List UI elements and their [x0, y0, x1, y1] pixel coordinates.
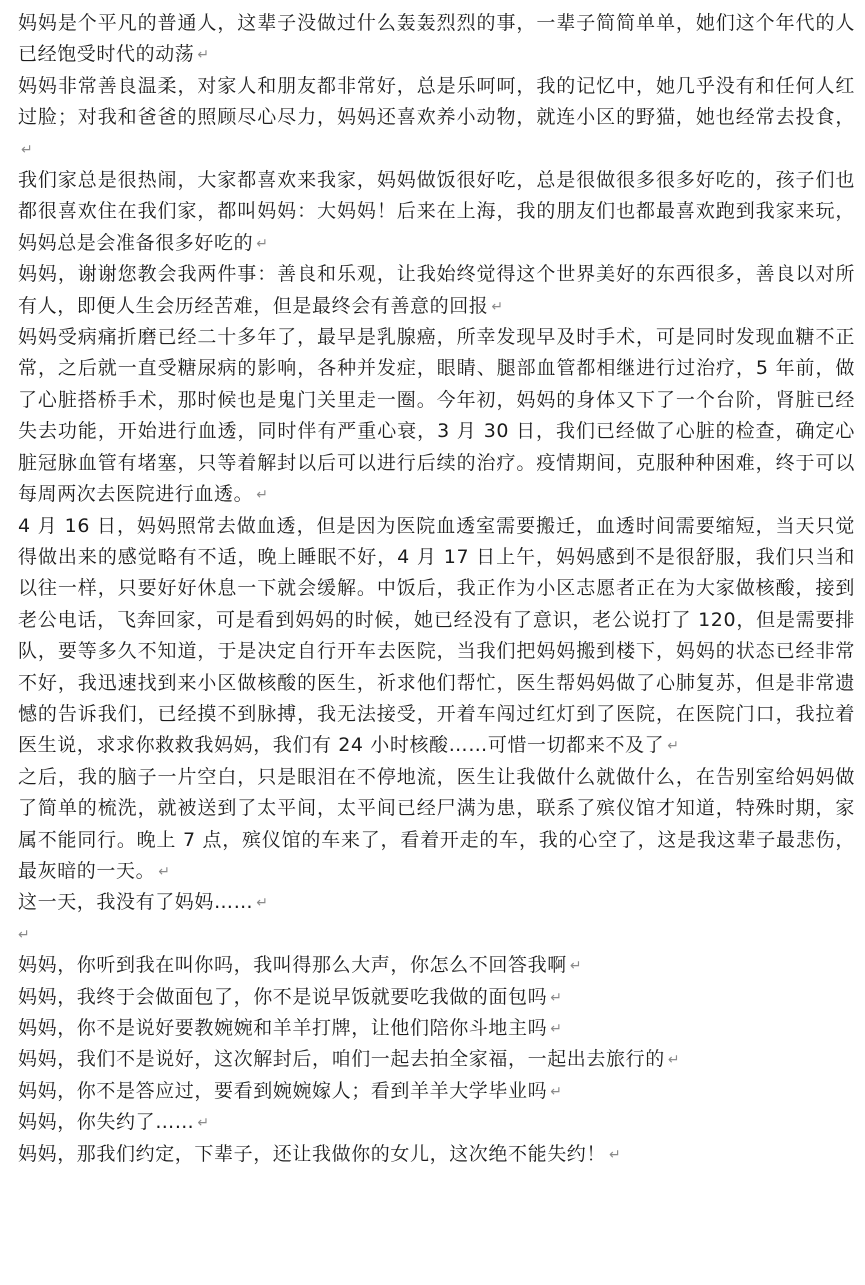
- paragraph-15: [18, 1107, 855, 1138]
- paragraph-mark-icon: ↵: [550, 989, 563, 1006]
- paragraph-mark-icon: ↵: [256, 895, 269, 912]
- paragraph-mark-icon: ↵: [667, 1052, 681, 1069]
- paragraph-mark-icon: ↵: [197, 1115, 210, 1132]
- paragraph-mark-icon: ↵: [550, 1083, 563, 1100]
- paragraph-4: [18, 259, 855, 322]
- paragraph-10-text: 妈妈，你听到我在叫你吗，我叫得那么大声，你怎么不回答我啊: [18, 954, 567, 977]
- paragraph-16: [18, 1139, 855, 1170]
- paragraph-mark-icon: ↵: [569, 958, 583, 975]
- paragraph-9-empty: [18, 919, 855, 950]
- paragraph-11: [18, 982, 855, 1013]
- paragraph-7: [18, 762, 855, 888]
- paragraph-mark-icon: ↵: [256, 235, 269, 252]
- paragraph-16-text: 妈妈，那我们约定，下辈子，还让我做你的女儿，这次绝不能失约！: [18, 1142, 607, 1165]
- paragraph-6: [18, 511, 855, 762]
- paragraph-mark-icon: ↵: [609, 1146, 622, 1163]
- paragraph-14: [18, 1076, 855, 1107]
- paragraph-6-text: 4 月 16 日，妈妈照常去做血透，但是因为医院血透室需要搬迁，血透时间需要缩短，当天只觉得做出来的感觉略有不适，晚上睡眠不好，4 月 17 日上午，妈妈感到不是很舒服，我们只当和以往一样，只要好好休息一下就会缓解。中饭后，我正作为小区志愿者正在为大家做核酸，接到老公电话，飞奔回家，可是看到妈妈的时候，她已经没有了意识，老公说打了 120，但是需要排队，要等多久不知道，于是决定自行开车去医院，当我们把妈妈搬到楼下，妈妈的状态已经非常不好，我迅速找到来小区做核酸的医生，祈求他们帮忙，医生帮妈妈做了心肺复苏，但是非常遗憾的告诉我们，已经摸不到脉搏，我无法接受，开着车闯过红灯到了医院，在医院门口，我拉着医生说，求求你救救我妈妈，我们有 24 小时核酸……可惜一切都来不及了: [18, 514, 855, 757]
- paragraph-mark-icon: ↵: [491, 298, 504, 315]
- paragraph-8-text: 这一天，我没有了妈妈……: [18, 891, 254, 914]
- paragraph-14-text: 妈妈，你不是答应过，要看到婉婉嫁人；看到羊羊大学毕业吗: [18, 1079, 548, 1102]
- paragraph-mark-icon: ↵: [667, 738, 680, 755]
- paragraph-2: [18, 71, 855, 165]
- paragraph-8: [18, 887, 855, 918]
- paragraph-mark-icon: ↵: [18, 926, 31, 943]
- paragraph-10: [18, 950, 855, 981]
- paragraph-3-text: 我们家总是很热闹，大家都喜欢来我家，妈妈做饭很好吃，总是很做很多很多好吃的，孩子们也都很喜欢住在我们家，都叫妈妈：大妈妈！后来在上海，我的朋友们也都最喜欢跑到我家来玩，妈妈总是会准备很多好吃的: [18, 169, 855, 254]
- paragraph-3: [18, 165, 855, 259]
- paragraph-1: [18, 8, 855, 71]
- paragraph-12: [18, 1013, 855, 1044]
- paragraph-mark-icon: ↵: [21, 141, 34, 158]
- paragraph-2-text: 妈妈非常善良温柔，对家人和朋友都非常好，总是乐呵呵，我的记忆中，她几乎没有和任何人红过脸；对我和爸爸的照顾尽心尽力，妈妈还喜欢养小动物，就连小区的野猫，她也经常去投食，: [18, 74, 855, 129]
- paragraph-15-text: 妈妈，你失约了……: [18, 1111, 195, 1134]
- paragraph-13-text: 妈妈，我们不是说好，这次解封后，咱们一起去拍全家福，一起出去旅行的: [18, 1048, 665, 1071]
- paragraph-13: [18, 1044, 855, 1075]
- paragraph-12-text: 妈妈，你不是说好要教婉婉和羊羊打牌，让他们陪你斗地主吗: [18, 1016, 548, 1039]
- paragraph-mark-icon: ↵: [158, 863, 171, 880]
- paragraph-4-text: 妈妈，谢谢您教会我两件事：善良和乐观，让我始终觉得这个世界美好的东西很多，善良以对所有人，即便人生会历经苦难，但是最终会有善意的回报: [18, 263, 855, 317]
- paragraph-mark-icon: ↵: [550, 1020, 563, 1037]
- paragraph-5: [18, 322, 855, 510]
- paragraph-7-text: 之后，我的脑子一片空白，只是眼泪在不停地流，医生让我做什么就做什么，在告别室给妈妈做了简单的梳洗，就被送到了太平间，太平间已经尸满为患，联系了殡仪馆才知道，特殊时期，家属不能同行。晚上 7 点，殡仪馆的车来了，看着开走的车，我的心空了，这是我这辈子最悲伤，最灰暗的一天。: [18, 765, 855, 882]
- paragraph-mark-icon: ↵: [256, 487, 269, 504]
- paragraph-5-text: 妈妈受病痛折磨已经二十多年了，最早是乳腺癌，所幸发现早及时手术，可是同时发现血糖不正常，之后就一直受糖尿病的影响，各种并发症，眼睛、腿部血管都相继进行过治疗，5 年前，做了心脏搭桥手术，那时候也是鬼门关里走一圈。今年初，妈妈的身体又下了一个台阶，肾脏已经失去功能，开始进行血透，同时伴有严重心衰，3 月 30 日，我们已经做了心脏的检查，确定心脏冠脉血管有堵塞，只等着解封以后可以进行后续的治疗。疫情期间，克服种种困难，终于可以每周两次去医院进行血透。: [18, 326, 855, 506]
- paragraph-1-text: 妈妈是个平凡的普通人，这辈子没做过什么轰轰烈烈的事，一辈子简简单单，她们这个年代的人已经饱受时代的动荡: [18, 12, 855, 66]
- paragraph-mark-icon: ↵: [197, 47, 210, 64]
- paragraph-11-text: 妈妈，我终于会做面包了，你不是说早饭就要吃我做的面包吗: [18, 985, 548, 1008]
